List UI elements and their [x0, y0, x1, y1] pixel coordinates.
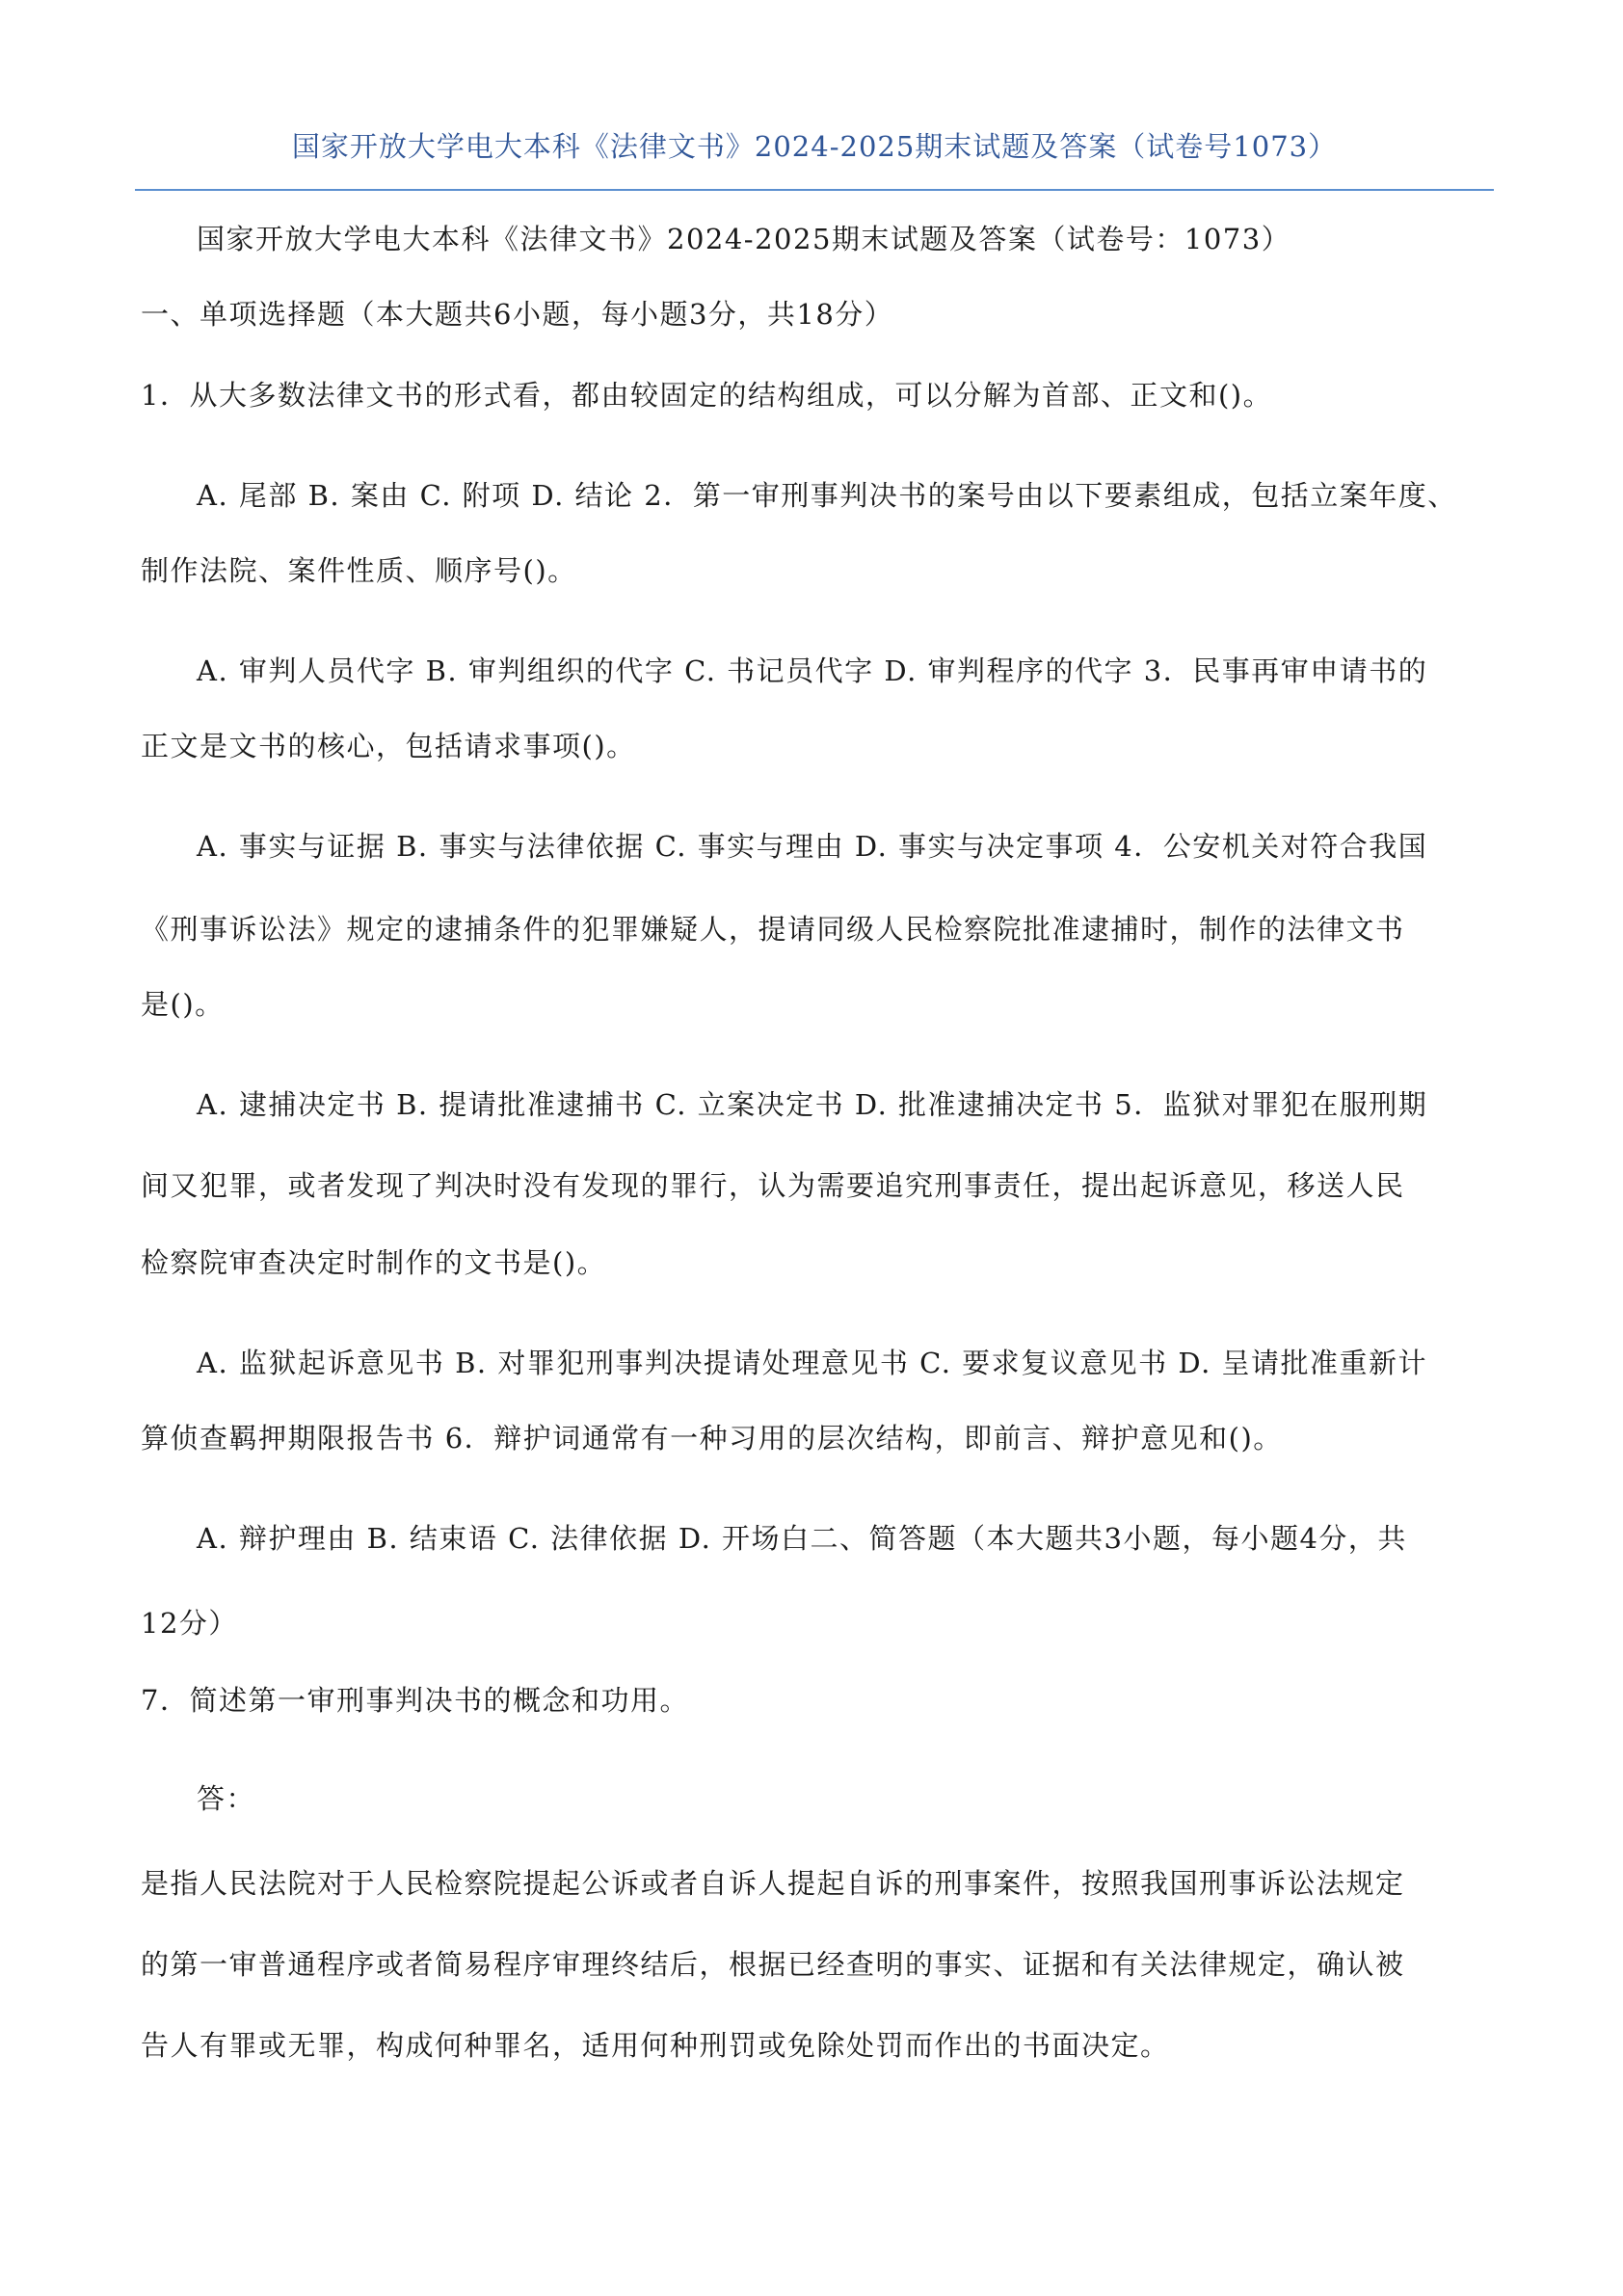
question-3-continued: 正文是文书的核心，包括请求事项()。 [141, 730, 636, 762]
answer-label: 答： [197, 1782, 256, 1815]
question-1-options: A. 尾部 B. 案由 C. 附项 D. 结论 2．第一审刑事判决书的案号由以下要素组成，包括立案年度、 [197, 479, 1457, 512]
answer-line-3: 告人有罪或无罪，构成何种罪名，适用何种刑罚或免除处罚而作出的书面决定。 [141, 2029, 1170, 2062]
question-5-end: 检察院审查决定时制作的文书是()。 [141, 1246, 607, 1279]
question-2-options: A. 审判人员代字 B. 审判组织的代字 C. 书记员代字 D. 审判程序的代字 3．民事再审申请书的 [197, 654, 1428, 687]
question-4-options: A. 逮捕决定书 B. 提请批准逮捕书 C. 立案决定书 D. 批准逮捕决定书 5．监狱对罪犯在服刑期 [197, 1088, 1428, 1121]
header-title: 国家开放大学电大本科《法律文书》2024-2025期末试题及答案（试卷号1073） [291, 130, 1338, 163]
question-6-options: A. 辩护理由 B. 结束语 C. 法律依据 D. 开场白二、简答题（本大题共3小题，每小题4分，共 [197, 1522, 1407, 1555]
header-divider [135, 189, 1494, 191]
question-3-options: A. 事实与证据 B. 事实与法律依据 C. 事实与理由 D. 事实与决定事项 4．公安机关对符合我国 [197, 830, 1428, 863]
question-5-options: A. 监狱起诉意见书 B. 对罪犯刑事判决提请处理意见书 C. 要求复议意见书 D. 呈请批准重新计 [197, 1347, 1428, 1379]
question-4-end: 是()。 [141, 988, 225, 1021]
section-heading-short-answer: 12分） [141, 1607, 238, 1640]
question-7: 7．简述第一审刑事判决书的概念和功用。 [141, 1684, 689, 1717]
question-1: 1．从大多数法律文书的形式看，都由较固定的结构组成，可以分解为首部、正文和()。 [141, 379, 1273, 412]
answer-line-1: 是指人民法院对于人民检察院提起公诉或者自诉人提起自诉的刑事案件，按照我国刑事诉讼法规定 [141, 1867, 1405, 1900]
question-4-continued: 《刑事诉讼法》规定的逮捕条件的犯罪嫌疑人，提请同级人民检察院批准逮捕时，制作的法律文书 [141, 913, 1405, 946]
question-6-continued: 算侦查羁押期限报告书 6．辩护词通常有一种习用的层次结构，即前言、辩护意见和()。 [141, 1422, 1283, 1455]
question-5-continued: 间又犯罪，或者发现了判决时没有发现的罪行，认为需要追究刑事责任，提出起诉意见，移送人民 [141, 1169, 1405, 1202]
question-2-continued: 制作法院、案件性质、顺序号()。 [141, 554, 577, 587]
document-title: 国家开放大学电大本科《法律文书》2024-2025期末试题及答案（试卷号：1073） [197, 223, 1291, 255]
answer-line-2: 的第一审普通程序或者简易程序审理终结后，根据已经查明的事实、证据和有关法律规定，确认被 [141, 1948, 1405, 1981]
section-heading-single-choice: 一、单项选择题（本大题共6小题，每小题3分，共18分） [141, 298, 894, 331]
